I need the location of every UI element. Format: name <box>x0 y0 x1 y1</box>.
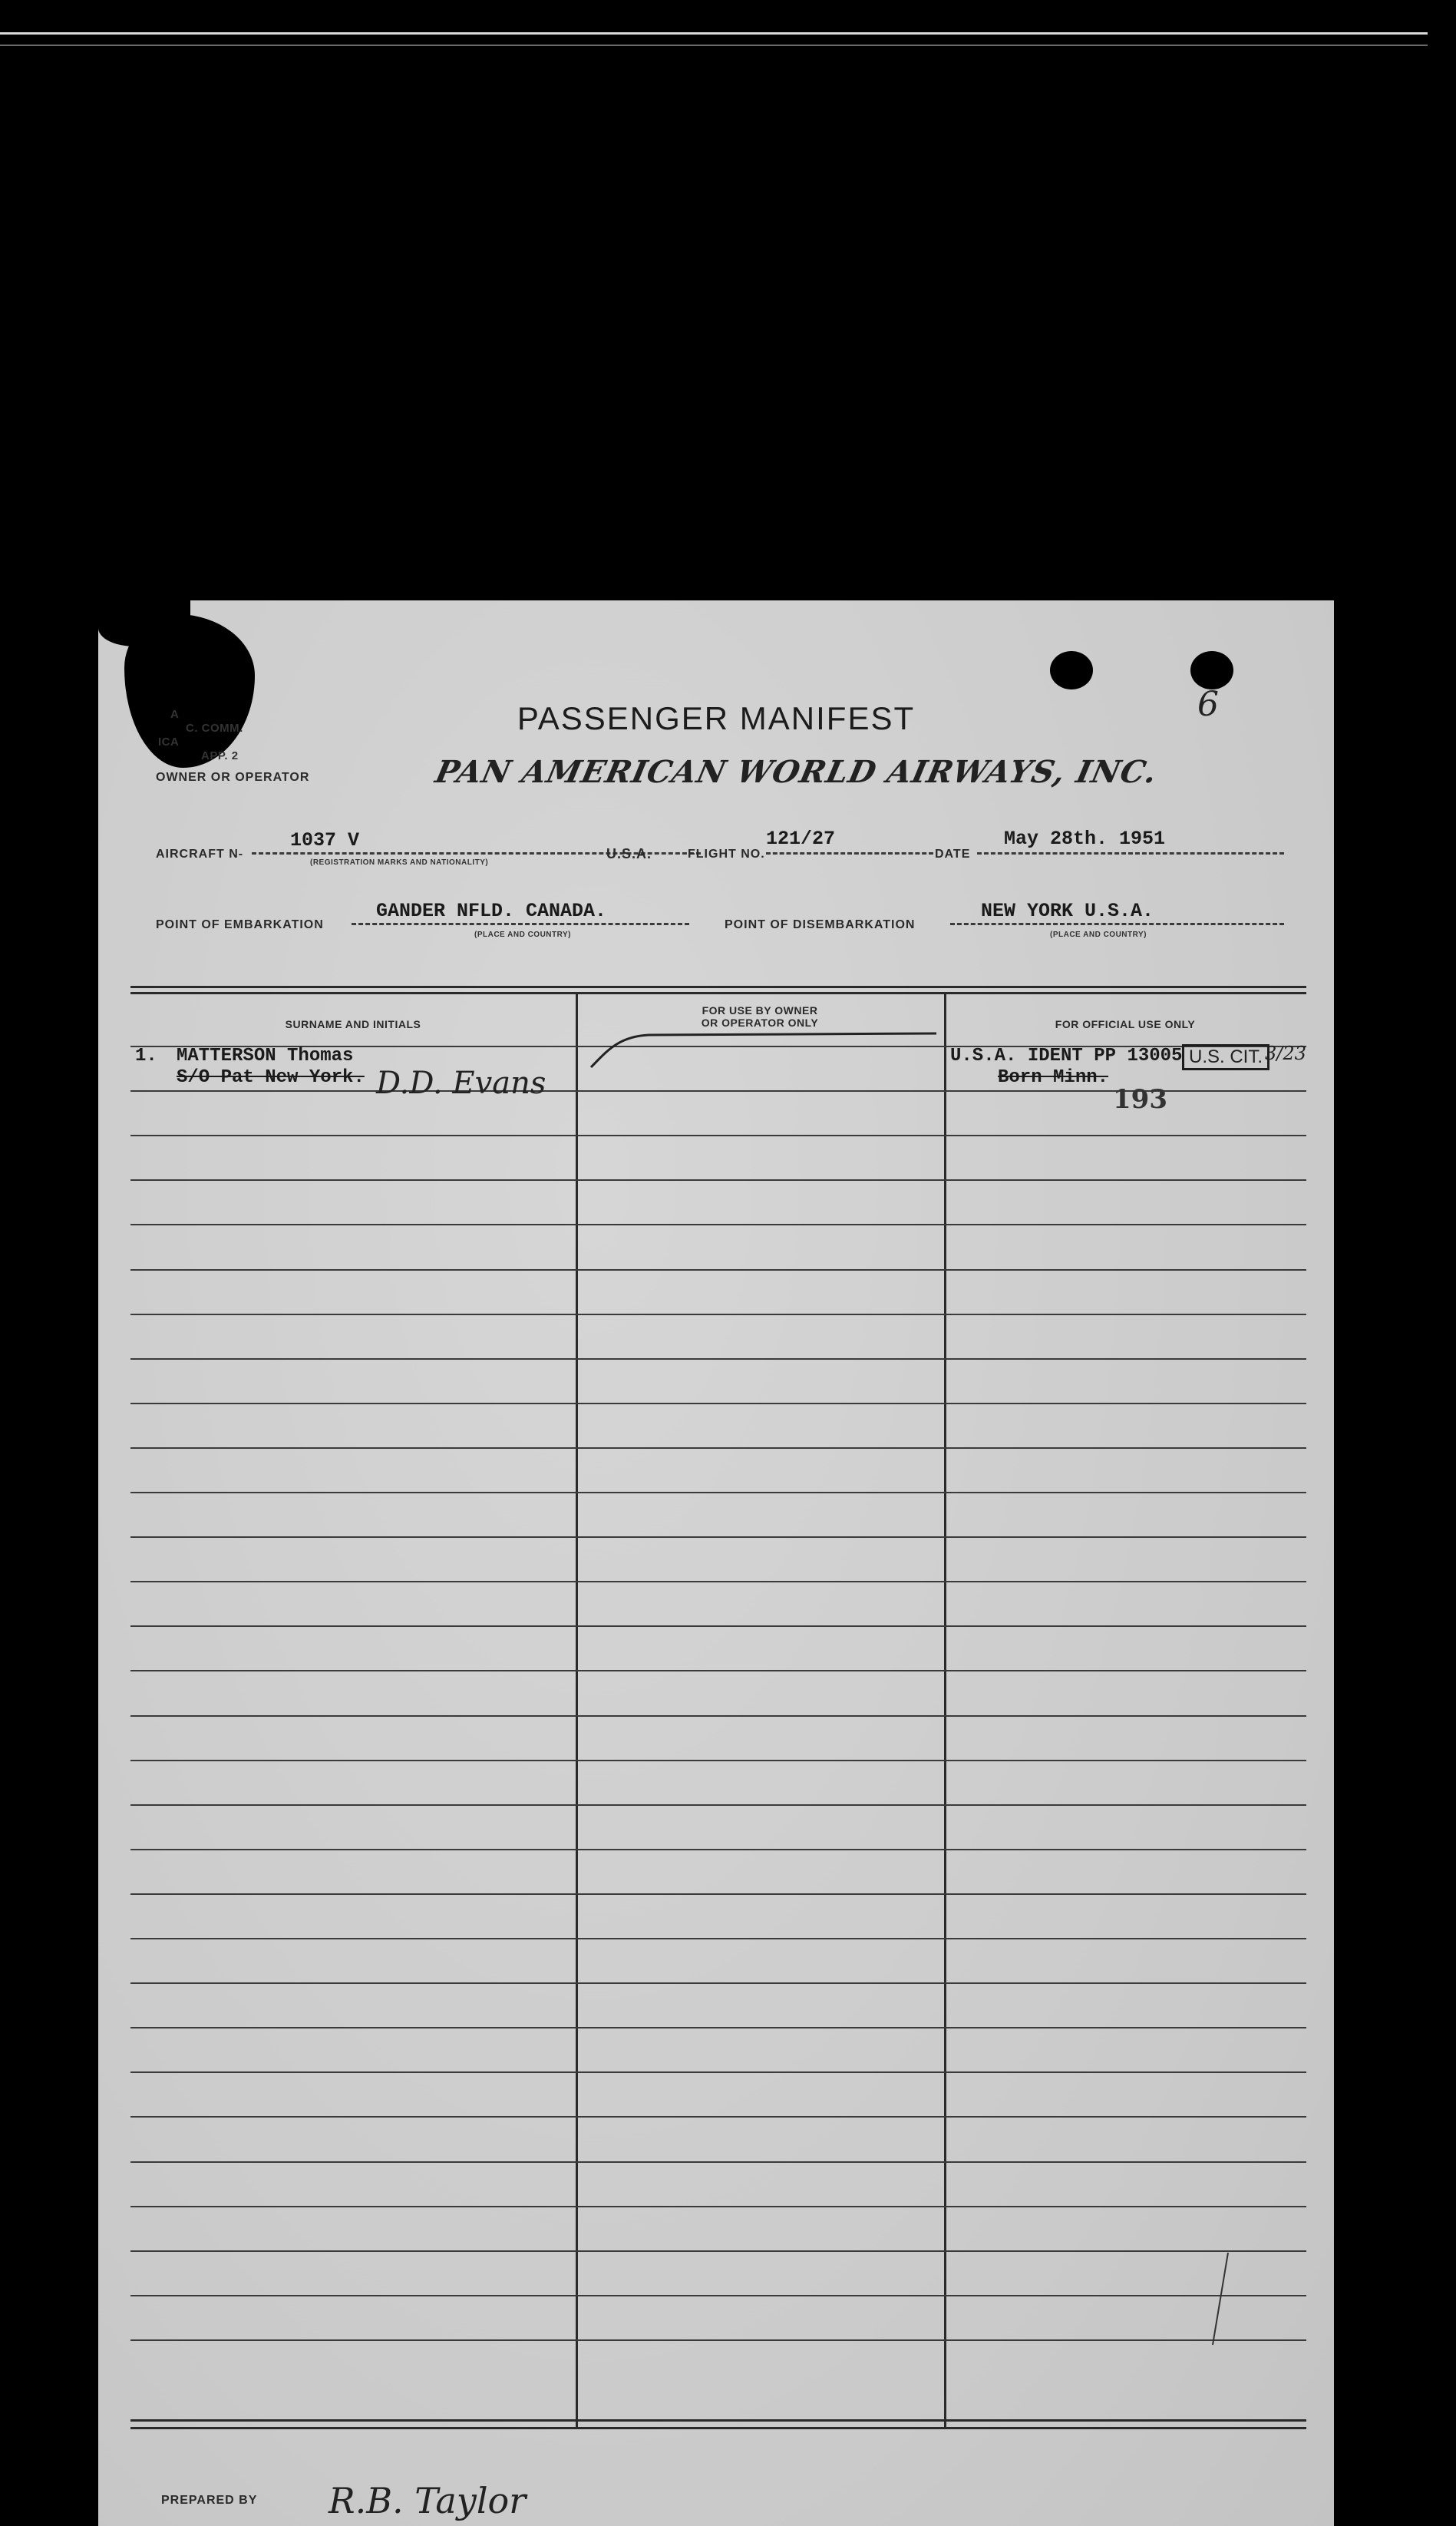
table-rule <box>130 2427 1306 2429</box>
table-row <box>130 1670 1306 1671</box>
table-row <box>130 1625 1306 1627</box>
prepared-by-label: PREPARED BY <box>161 2494 258 2507</box>
flight-date: May 28th. 1951 <box>1004 828 1166 850</box>
table-row <box>130 1715 1306 1717</box>
table-row <box>130 1581 1306 1582</box>
table-row <box>130 1938 1306 1939</box>
embark-label: POINT OF EMBARKATION <box>156 918 324 931</box>
operator-name: PAN AMERICAN WORLD AIRWAYS, INC. <box>432 754 1161 790</box>
table-row <box>130 1849 1306 1850</box>
film-edge-rule-secondary <box>0 45 1428 46</box>
table-row <box>130 1982 1306 1984</box>
official-ident <box>950 1046 1182 1066</box>
table-row <box>130 1314 1306 1315</box>
prepared-by-signature: R.B. Taylor <box>329 2480 527 2521</box>
country-label: U.S.A. <box>606 846 652 861</box>
table-row <box>130 1224 1306 1225</box>
table-row <box>130 2339 1306 2341</box>
table-row <box>130 2071 1306 2073</box>
table-row <box>130 1135 1306 1136</box>
table-row <box>130 1893 1306 1895</box>
table-row <box>130 2116 1306 2118</box>
aircraft-sublabel: (REGISTRATION MARKS AND NATIONALITY) <box>310 858 489 867</box>
pencil-stroke <box>1205 2245 1236 2352</box>
column-header-owner-use: FOR USE BY OWNER OR OPERATOR ONLY <box>701 1004 819 1029</box>
table-row <box>130 1403 1306 1404</box>
official-born: Born Minn. <box>998 1067 1109 1088</box>
form-code-line: APP. 2 <box>201 749 239 762</box>
table-rule <box>130 2419 1306 2422</box>
punch-hole <box>1050 651 1093 689</box>
stamp-number: 193 <box>1113 1084 1167 1115</box>
aircraft-label: AIRCRAFT N- <box>156 848 244 861</box>
aircraft-number: 1037 V <box>290 829 360 851</box>
table-row <box>130 1179 1306 1181</box>
owner-label: OWNER OR OPERATOR <box>156 771 310 784</box>
table-row <box>130 1536 1306 1538</box>
official-ident-prefix: U.S.A. IDENT PP 1 <box>950 1046 1138 1066</box>
table-row <box>130 1447 1306 1449</box>
table-row <box>130 2206 1306 2207</box>
column-divider <box>944 992 946 2429</box>
form-code-line: C. COMM. <box>186 722 243 735</box>
flight-label: FLIGHT NO. <box>688 848 765 861</box>
official-ident-suffix: 3005 <box>1137 1046 1183 1066</box>
disembark-sublabel: (PLACE AND COUNTRY) <box>1050 931 1147 939</box>
citizenship-stamp: U.S. CIT. <box>1182 1044 1269 1070</box>
passenger-table <box>130 986 1306 2429</box>
date-label: DATE <box>935 848 971 861</box>
page-title: PASSENGER MANIFEST <box>517 700 916 736</box>
table-row <box>130 2295 1306 2296</box>
disembark-place: NEW YORK U.S.A. <box>981 900 1154 922</box>
flight-number: 121/27 <box>766 828 836 850</box>
passenger-name: MATTERSON Thomas <box>177 1046 354 1066</box>
underline <box>766 852 933 855</box>
table-row <box>130 1358 1306 1360</box>
table-row <box>130 1269 1306 1271</box>
embark-place: GANDER NFLD. CANADA. <box>376 900 607 922</box>
table-row <box>130 1492 1306 1493</box>
table-row <box>130 2027 1306 2028</box>
underline <box>977 852 1284 855</box>
film-edge-rule <box>0 32 1428 35</box>
underline <box>950 923 1284 925</box>
embark-sublabel: (PLACE AND COUNTRY) <box>474 931 571 939</box>
underline <box>352 923 689 925</box>
table-row <box>130 1804 1306 1806</box>
punch-hole <box>1190 651 1233 689</box>
citizenship-date: 3/23 <box>1265 1043 1306 1064</box>
disembark-label: POINT OF DISEMBARKATION <box>725 918 916 931</box>
column-header-official: FOR OFFICIAL USE ONLY <box>1055 1018 1196 1030</box>
page-mark: 6 <box>1197 685 1219 724</box>
manifest-sheet <box>98 600 1334 2526</box>
table-row <box>130 2250 1306 2252</box>
passenger-number: 1. <box>135 1046 157 1066</box>
form-code-line: ICA <box>158 736 180 749</box>
table-rule <box>130 986 1306 988</box>
column-header-surname: SURNAME AND INITIALS <box>285 1018 421 1030</box>
passenger-note: S/O Pat New York. <box>177 1067 365 1088</box>
table-rule <box>130 992 1306 994</box>
form-code-line: A <box>170 708 180 721</box>
operator-check-mark <box>576 1029 944 1075</box>
table-row <box>130 1760 1306 1761</box>
table-row <box>130 2161 1306 2163</box>
inspector-signature: D.D. Evans <box>376 1066 546 1101</box>
column-divider <box>576 992 578 2429</box>
